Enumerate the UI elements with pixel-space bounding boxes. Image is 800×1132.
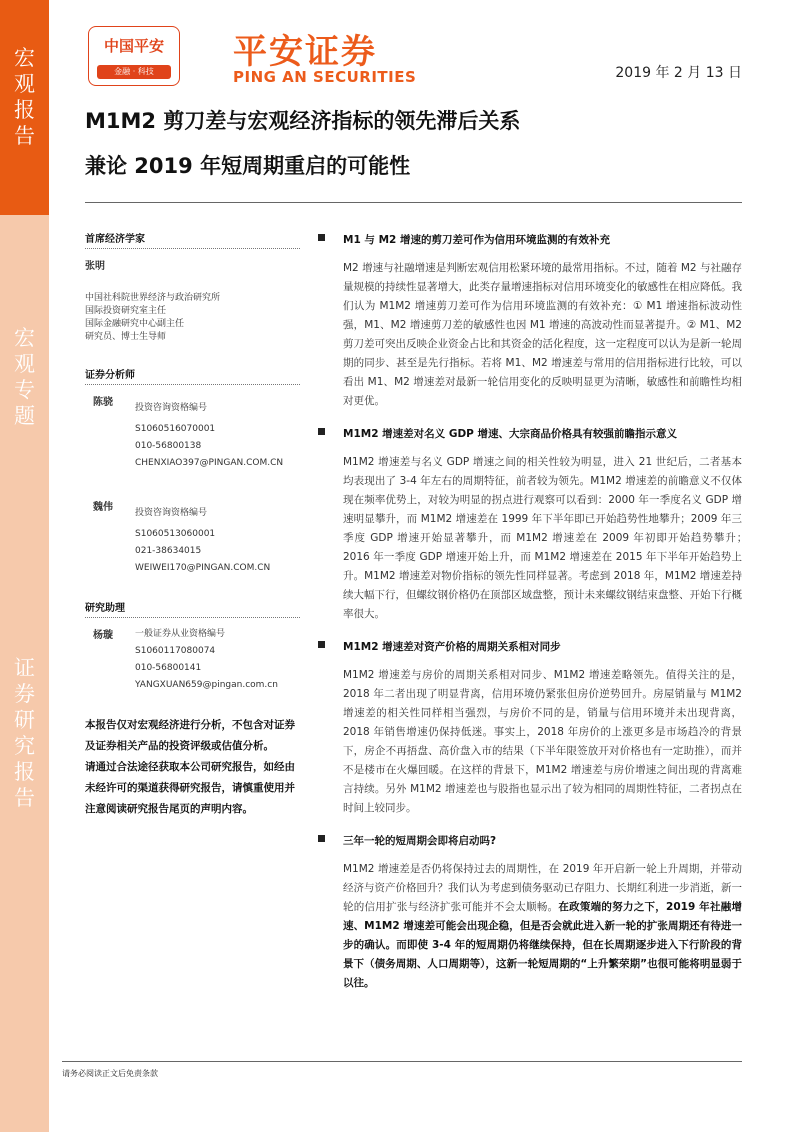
sidebar-label-report-type: 宏 观 报 告 — [0, 0, 49, 215]
brand-name-cn: 平安证券 — [233, 32, 377, 72]
analyst-name: 陈骁 — [93, 397, 113, 408]
section-paragraph: M2 增速与社融增速是判断宏观信用松紧环境的最常用指标。不过，随着 M2 与社融存量规模的持续性显著增大，此类存量增速指标对信用环境变化的敏感性在相应降低。我们认为 M1M2 增速剪刀差可作为信用环境监测的有效补充：① M1 增速指标波动性强，M1、M2 增速剪刀差的敏感性也因 M1 增速的高波动性而显著提升。② M1、M2 剪刀差可突出反映企业资金占比和其资金的活化程度，这一定程度可以认为是新一轮周期的同步、甚至是先行指标。若将 M1、M2 增速差与常用的信用指标进行比较，可以看出 M1、M2 增速差对最新一轮信用变化的反映明显更为清晰，敏感性和前瞻性均相对更优。 — [343, 262, 742, 407]
report-subtitle: 兼论 2019 年短周期重启的可能性 — [85, 154, 411, 178]
research-assistant-header: 研究助理 — [85, 599, 300, 618]
summary-column — [318, 232, 753, 1008]
ping-an-logo — [88, 26, 180, 86]
author-column — [85, 230, 300, 694]
square-bullet-icon — [318, 428, 325, 435]
analyst-name: 魏伟 — [93, 502, 113, 513]
report-title: M1M2 剪刀差与宏观经济指标的领先滞后关系 — [85, 109, 521, 133]
chief-title: 研究员、博士生导师 — [85, 332, 167, 342]
analyst-header: 证券分析师 — [85, 366, 300, 385]
assistant-info: 一般证券从业资格编号 S1060117080074 010-56800141 YANGXUAN659@pingan.com.cn — [135, 629, 278, 690]
analyst-entry — [85, 498, 300, 577]
section-heading: M1 与 M2 增速的剪刀差可作为信用环境监测的有效补充 — [318, 232, 742, 247]
section-heading: M1M2 增速差对名义 GDP 增速、大宗商品价格具有较强前瞻指示意义 — [318, 426, 742, 441]
header-divider — [85, 202, 742, 203]
square-bullet-icon — [318, 641, 325, 648]
assistant-entry — [85, 626, 300, 694]
section-heading: M1M2 增速差对资产价格的周期关系相对同步 — [318, 639, 742, 654]
report-date: 2019 年 2 月 13 日 — [615, 65, 742, 81]
section-paragraph: M1M2 增速差与房价的周期关系相对同步、M1M2 增速差略领先。值得关注的是，2018 年二者出现了明显背离，信用环境仍紧张但房价逆势回升。房屋销量与 M1M2 增速差的相关性同样相当强烈，与房价不同的是，销量与信用环境并未出现背离，2018 年销售增速仍保持低迷。事实上，2018 年房价的上涨更多是市场趋冷的背景下，房企不再捂盘、高价盘入市的结果（下半年限签放开对价格也有一定助推），而并不是楼市在火爆回暖。在这样的背景下，M1M2 增速差与房价增速之间出现的背离难言持续。另外 M1M2 增速差也与股指也显示出了较为相同的周期性特征，二者拐点在时间上较同步。 — [343, 669, 742, 814]
logo-main-text: 中国平安 — [103, 37, 164, 55]
section-paragraph: M1M2 增速差是否仍将保持过去的周期性，在 2019 年开启新一轮上升周期，并带动经济与资产价格回升？我们认为考虑到债务驱动已存阻力、长期红利进一步消逝，新一轮的信用扩张与经济扩张可能并不会太顺畅。在政策端的努力之下，2019 年社融增速、M1M2 增速差可能会出现企稳，但是否会就此进入新一轮的扩张周期还有待进一步的确认。而即使 3-4 年的短周期仍将继续保持，但在长周期逐步进入下行阶段的背景下（债务周期、人口周期等），这新一轮短周期的“上升繁荣期”也很可能将明显弱于以往。 — [343, 863, 742, 989]
chief-economist-header: 首席经济学家 — [85, 230, 300, 249]
footer-divider — [62, 1061, 742, 1062]
section-heading: 三年一轮的短周期会即将启动吗? — [318, 833, 742, 848]
analyst-info: 投资咨询资格编号 S1060513060001 021-38634015 WEIWEI170@PINGAN.COM.CN — [135, 508, 271, 573]
square-bullet-icon — [318, 835, 325, 842]
analyst-info: 投资咨询资格编号 S1060516070001 010-56800138 CHENXIAO397@PINGAN.COM.CN — [135, 403, 284, 468]
disclaimer-scope: 本报告仅对宏观经济进行分析，不包含对证券及证券相关产品的投资评级或估值分析。 — [85, 719, 295, 752]
sidebar-label-topic: 宏 观 专 题 — [14, 326, 35, 428]
analyst-entry — [85, 393, 300, 472]
assistant-name: 杨璇 — [93, 630, 113, 641]
disclaimer-usage: 请通过合法途径获取本公司研究报告，如经由未经许可的渠道获得研究报告，请慎重使用并注意阅读研究报告尾页的声明内容。 — [85, 761, 295, 815]
section-conclusion: 在政策端的努力之下，2019 年社融增速、M1M2 增速差可能会出现企稳，但是否会就此进入新一轮的扩张周期还有待进一步的确认。而即使 3-4 年的短周期仍将继续保持，但在长周期逐步进入下行阶段的背景下（债务周期、人口周期等），这新一轮短周期的“上升繁荣期”也很可能将明显弱于以往。 — [343, 901, 742, 989]
sidebar — [0, 0, 49, 1132]
footer-note: 请务必阅读正文后免责条款 — [62, 1069, 158, 1078]
chief-title: 国际金融研究中心副主任 — [85, 319, 185, 329]
chief-title: 国际投资研究室主任 — [85, 306, 167, 316]
logo-sub-text: 金融 · 科技 — [97, 65, 171, 79]
section-paragraph: M1M2 增速差与名义 GDP 增速之间的相关性较为明显，进入 21 世纪后，二者基本均表现出了 3-4 年左右的周期特征，前者较为领先。M1M2 增速差的前瞻意义不仅体现在频率优势上，对较为明显的拐点进行观察可以看到：2000 年一季度名义 GDP 增速明显攀升，而 M1M2 增速差在 1999 年下半年即已开始趋势性地攀升；2009 年三季度 GDP 增速开始显著攀升，而 M1M2 增速差在 2009 年初即开始趋势攀升； 2016 年一季度 GDP 增速开始上升，而 M1M2 增速差在 2015 年下半年开始趋势上升。M1M2 增速差对物价指标的领先性同样显著。考虑到 2018 年，M1M2 增速差持续大幅下行，但螺纹钢价格仍在顶部区域盘整，预计未来螺纹钢结束盘整、开始下行概率很大。 — [343, 456, 753, 620]
square-bullet-icon — [318, 234, 325, 241]
disclaimer — [85, 715, 300, 820]
sidebar-label-research: 证 券 研 究 报 告 — [14, 656, 35, 810]
brand-name-en: PING AN SECURITIES — [233, 68, 417, 86]
chief-title: 中国社科院世界经济与政治研究所 — [85, 293, 221, 303]
chief-economist-name: 张明 — [85, 261, 105, 272]
